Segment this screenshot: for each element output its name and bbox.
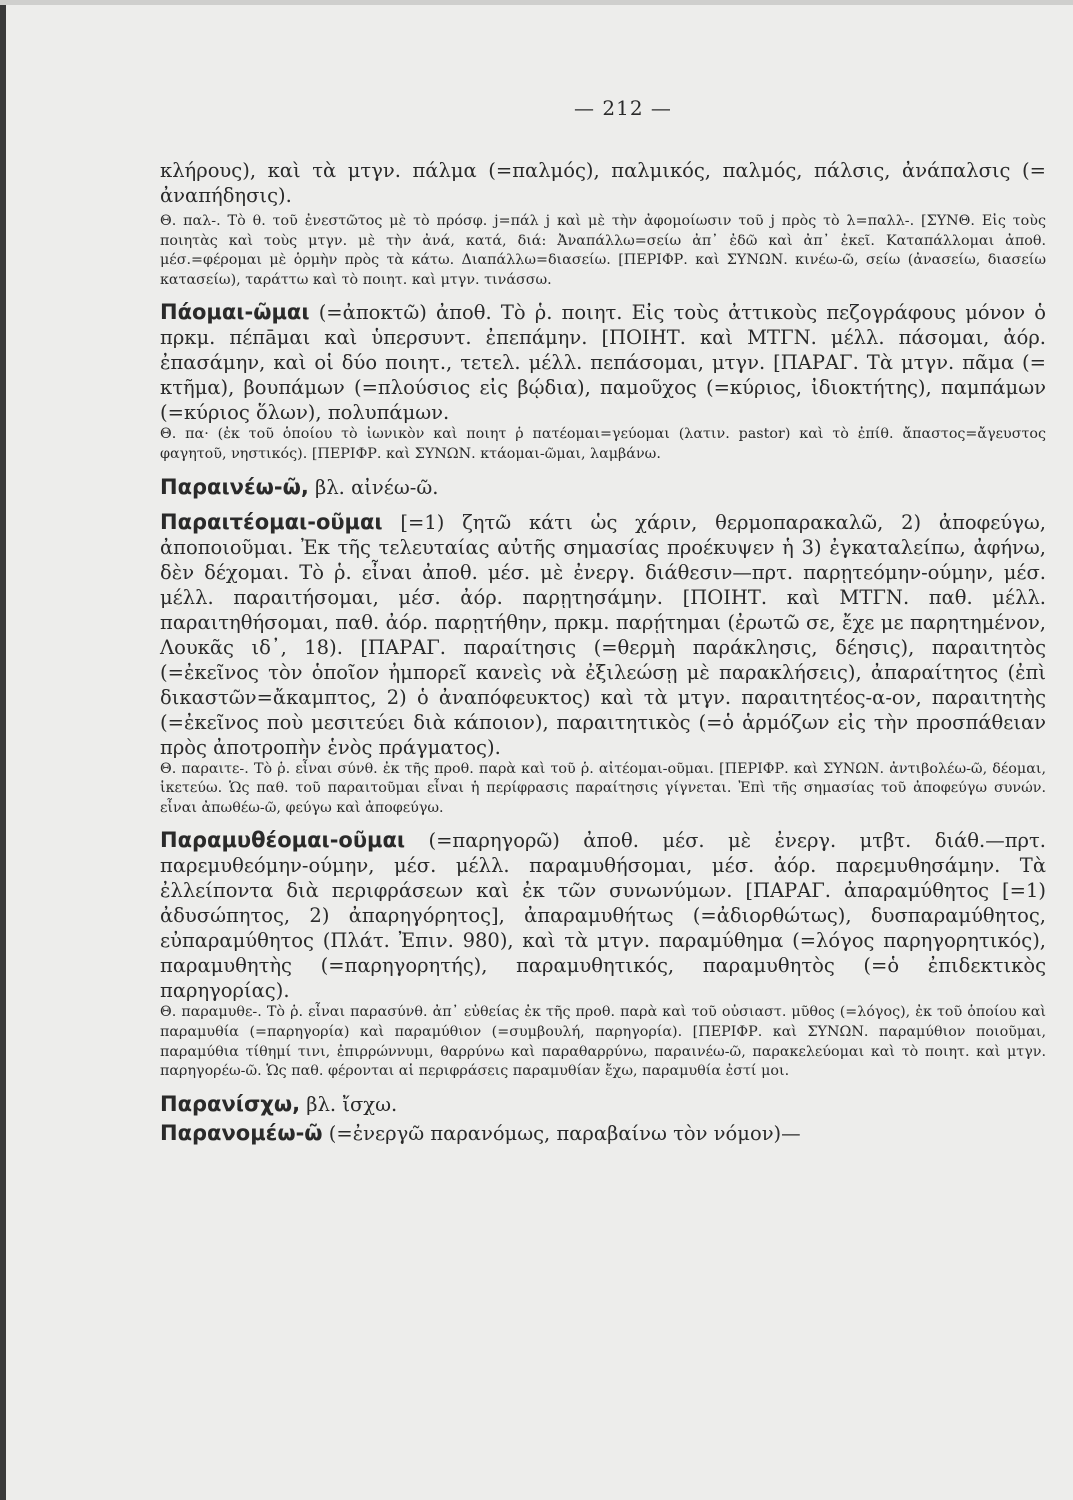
entry-paomai bbox=[160, 300, 1046, 425]
headword: Παραιτέομαι-οῦμαι bbox=[160, 509, 383, 534]
etymology-note bbox=[160, 212, 1046, 290]
entry-text: βλ. ἴσχω. bbox=[300, 1092, 398, 1116]
note-text: Θ. παραιτε-. Τὸ ῥ. εἶναι σύνθ. ἐκ τῆς προθ. παρὰ καὶ τοῦ ῥ. αἰτέομαι-οῦμαι. [ΠΕΡΙΦΡ. καὶ ΣΥΝΩΝ. ἀντιβολέω-ῶ, δέομαι, ἱκετεύω. Ὡς παθ. τοῦ παραιτοῦμαι εἶναι ἡ περίφρασις παραίτησις γίγνεται. Ἐπὶ τῆς σημασίας τοῦ ἀποφεύγω συνών. εἶναι ἀπωθέω-ῶ, φεύγω καὶ ἀποφεύγω. bbox=[160, 760, 1046, 816]
entry-text: βλ. αἰνέω-ῶ. bbox=[308, 475, 439, 499]
note-text: Θ. παλ-. Τὸ θ. τοῦ ἐνεστῶτος μὲ τὸ πρόσφ. j=πάλ j καὶ μὲ τὴν ἀφομοίωσιν τοῦ j πρὸς τὸ λ=παλλ-. [ΣΥΝΘ. Εἰς τοὺς ποιητὰς καὶ τοὺς μτγν. μὲ τὴν ἀνά, κατά, διά: Ἀναπάλλω=σείω ἀπ᾽ ἐδῶ καὶ ἀπ᾽ ἐκεῖ. Καταπάλλομαι ἀποθ. μέσ.=φέρομαι μὲ ὁρμὴν πρὸς τὰ κάτω. Διαπάλλω=διασείω. [ΠΕΡΙΦΡ. καὶ ΣΥΝΩΝ. κινέω-ῶ, σείω (ἀνασείω, διασείω κατασείω), ταράττω καὶ τὸ ποιητ. καὶ μτγν. τινάσσω. bbox=[160, 213, 1046, 288]
entry-text: (=ἐνεργῶ παρανόμως, παραβαίνω τὸν νόμον)— bbox=[322, 1121, 801, 1145]
headword: Πάομαι-ῶμαι bbox=[160, 300, 310, 325]
scan-edge-left bbox=[0, 0, 6, 1500]
entry-paramytheomai bbox=[160, 828, 1046, 1003]
entry-text: [=1) ζητῶ κάτι ὡς χάριν, θερμοπαρακαλῶ, 2) ἀποφεύγω, ἀποποιοῦμαι. Ἐκ τῆς τελευταίας αὐτῆς σημασίας προέκυψεν ἡ 3) ἐγκαταλείπω, ἀφήνω, δὲν δέχομαι. Τὸ ῥ. εἶναι ἀποθ. μέσ. μὲ ἐνεργ. διάθεσιν—πρτ. παρῃτεόμην-ούμην, μέσ. μέλλ. παραιτήσομαι, μέσ. ἀόρ. παρῃτησάμην. [ΠΟΙΗΤ. καὶ ΜΤΓΝ. παθ. μέλλ. παραιτηθήσομαι, παθ. ἀόρ. παρῃτήθην, πρκμ. παρῄτημαι (ἐρωτῶ σε, ἔχε με παρητημένον, Λουκᾶς ιδ᾽, 18). [ΠΑΡΑΓ. παραίτησις (=θερμὴ παράκλησις, δέησις), παραιτητὸς (=ἐκεῖνος τὸν ὁποῖον ἠμπορεῖ κανεὶς νὰ ἐξιλεώσῃ μὲ παρακλήσεις), ἀπαραίτητος (ἐπὶ δικαστῶν=ἄκαμπτος, 2) ὁ ἀναπόφευκτος) καὶ τὰ μτγν. παραιτητέος-α-ον, παραιτητὴς (=ἐκεῖνος ποὺ μεσιτεύει διὰ κάποιον), παραιτητικὸς (=ὁ ἁρμόζων εἰς τὴν προσπάθειαν πρὸς ἀποτροπὴν ἑνὸς πράγματος). bbox=[160, 510, 1046, 759]
page-number: — 212 — bbox=[574, 96, 672, 120]
entry-paranomew bbox=[160, 1121, 1046, 1146]
headword: Παραινέω-ῶ, bbox=[160, 474, 309, 499]
scan-edge-top bbox=[0, 0, 1073, 5]
entry-text: κλήρους), καὶ τὰ μτγν. πάλμα (=παλμός), παλμικός, παλμός, πάλσις, ἀνάπαλσις (= ἀναπήδησις). bbox=[160, 159, 1046, 207]
entry-paranischo bbox=[160, 1092, 1046, 1117]
entry-continuation bbox=[160, 158, 1046, 208]
note-text: Θ. παραμυθε-. Τὸ ῥ. εἶναι παρασύνθ. ἀπ᾽ εὐθείας ἐκ τῆς προθ. παρὰ καὶ τοῦ οὐσιαστ. μῦθος (=λόγος), ἐκ τοῦ ὁποίου καὶ παραμυθία (=παρηγορία) καὶ παραμύθιον (=συμβουλή, παρηγορία). [ΠΕΡΙΦΡ. καὶ ΣΥΝΩΝ. παραμύθιον ποιοῦμαι, παραμύθια τίθημί τινι, ἐπιρρώννυμι, θαρρύνω καὶ παραθαρρύνω, παραινέω-ῶ, παρακελεύομαι καὶ τὸ ποιητ. καὶ μτγν. παρηγορέω-ῶ. Ὡς παθ. φέρονται αἱ περιφράσεις παραμυθίαν ἔχω, παραμυθία ἐστί μοι. bbox=[160, 1004, 1046, 1080]
headword: Παρανίσχω, bbox=[160, 1091, 301, 1116]
headword: Παρανομέω-ῶ bbox=[160, 1120, 323, 1145]
entry-parainew bbox=[160, 475, 1046, 500]
etymology-note bbox=[160, 760, 1046, 819]
etymology-note bbox=[160, 1003, 1046, 1081]
entry-text: (=ἀποκτῶ) ἀποθ. Τὸ ῥ. ποιητ. Εἰς τοὺς ἀττικοὺς πεζογράφους μόνον ὁ πρκμ. πέπāμαι καὶ ὑπερσυντ. ἐπεπάμην. [ΠΟΙΗΤ. καὶ ΜΤΓΝ. μέλλ. πάσομαι, ἀόρ. ἐπασάμην, καὶ οἱ δύο ποιητ., τετελ. μέλλ. πεπάσομαι, μτγν. [ΠΑΡΑΓ. Τὰ μτγν. πᾶμα (= κτῆμα), βουπάμων (=πλούσιος εἰς βῴδια), παμοῦχος (=κύριος, ἰδιοκτήτης), παμπάμων (=κύριος ὅλων), πολυπάμων. bbox=[160, 301, 1046, 425]
note-text: Θ. πα· (ἐκ τοῦ ὁποίου τὸ ἰωνικὸν καὶ ποιητ ῥ πατέομαι=γεύομαι (λατιν. pastor) καὶ τὸ ἐπίθ. ἄπαστος=ἄγευστος φαγητοῦ, νηστικός). [ΠΕΡΙΦΡ. καὶ ΣΥΝΩΝ. κτάομαι-ῶμαι, λαμβάνω. bbox=[160, 426, 1046, 462]
entry-paraiteomai bbox=[160, 510, 1046, 760]
etymology-note bbox=[160, 425, 1046, 464]
page-content bbox=[160, 96, 1046, 1146]
headword: Παραμυθέομαι-οῦμαι bbox=[160, 828, 406, 853]
entry-text: (=παρηγορῶ) ἀποθ. μέσ. μὲ ἐνεργ. μτβτ. διάθ.—πρτ. παρεμυθεόμην-ούμην, μέσ. μέλλ. παραμυθήσομαι, μέσ. ἀόρ. παρεμυθησάμην. Τὰ ἐλλείποντα διὰ περιφράσεων καὶ ἐκ τῶν συνωνύμων. [ΠΑΡΑΓ. ἀπαραμύθητος [=1) ἀδυσώπητος, 2) ἀπαρηγόρητος], ἀπαραμυθήτως (=ἀδιορθώτως), δυσπαραμύθητος, εὐπαραμύθητος (Πλάτ. Ἐπιν. 980), καὶ τὰ μτγν. παραμύθημα (=λόγος παρηγορητικός), παραμυθητὴς (=παρηγορητής), παραμυθητικός, παραμυθητὸς (=ὁ ἐπιδεκτικὸς παρηγορίας). bbox=[160, 829, 1046, 1003]
